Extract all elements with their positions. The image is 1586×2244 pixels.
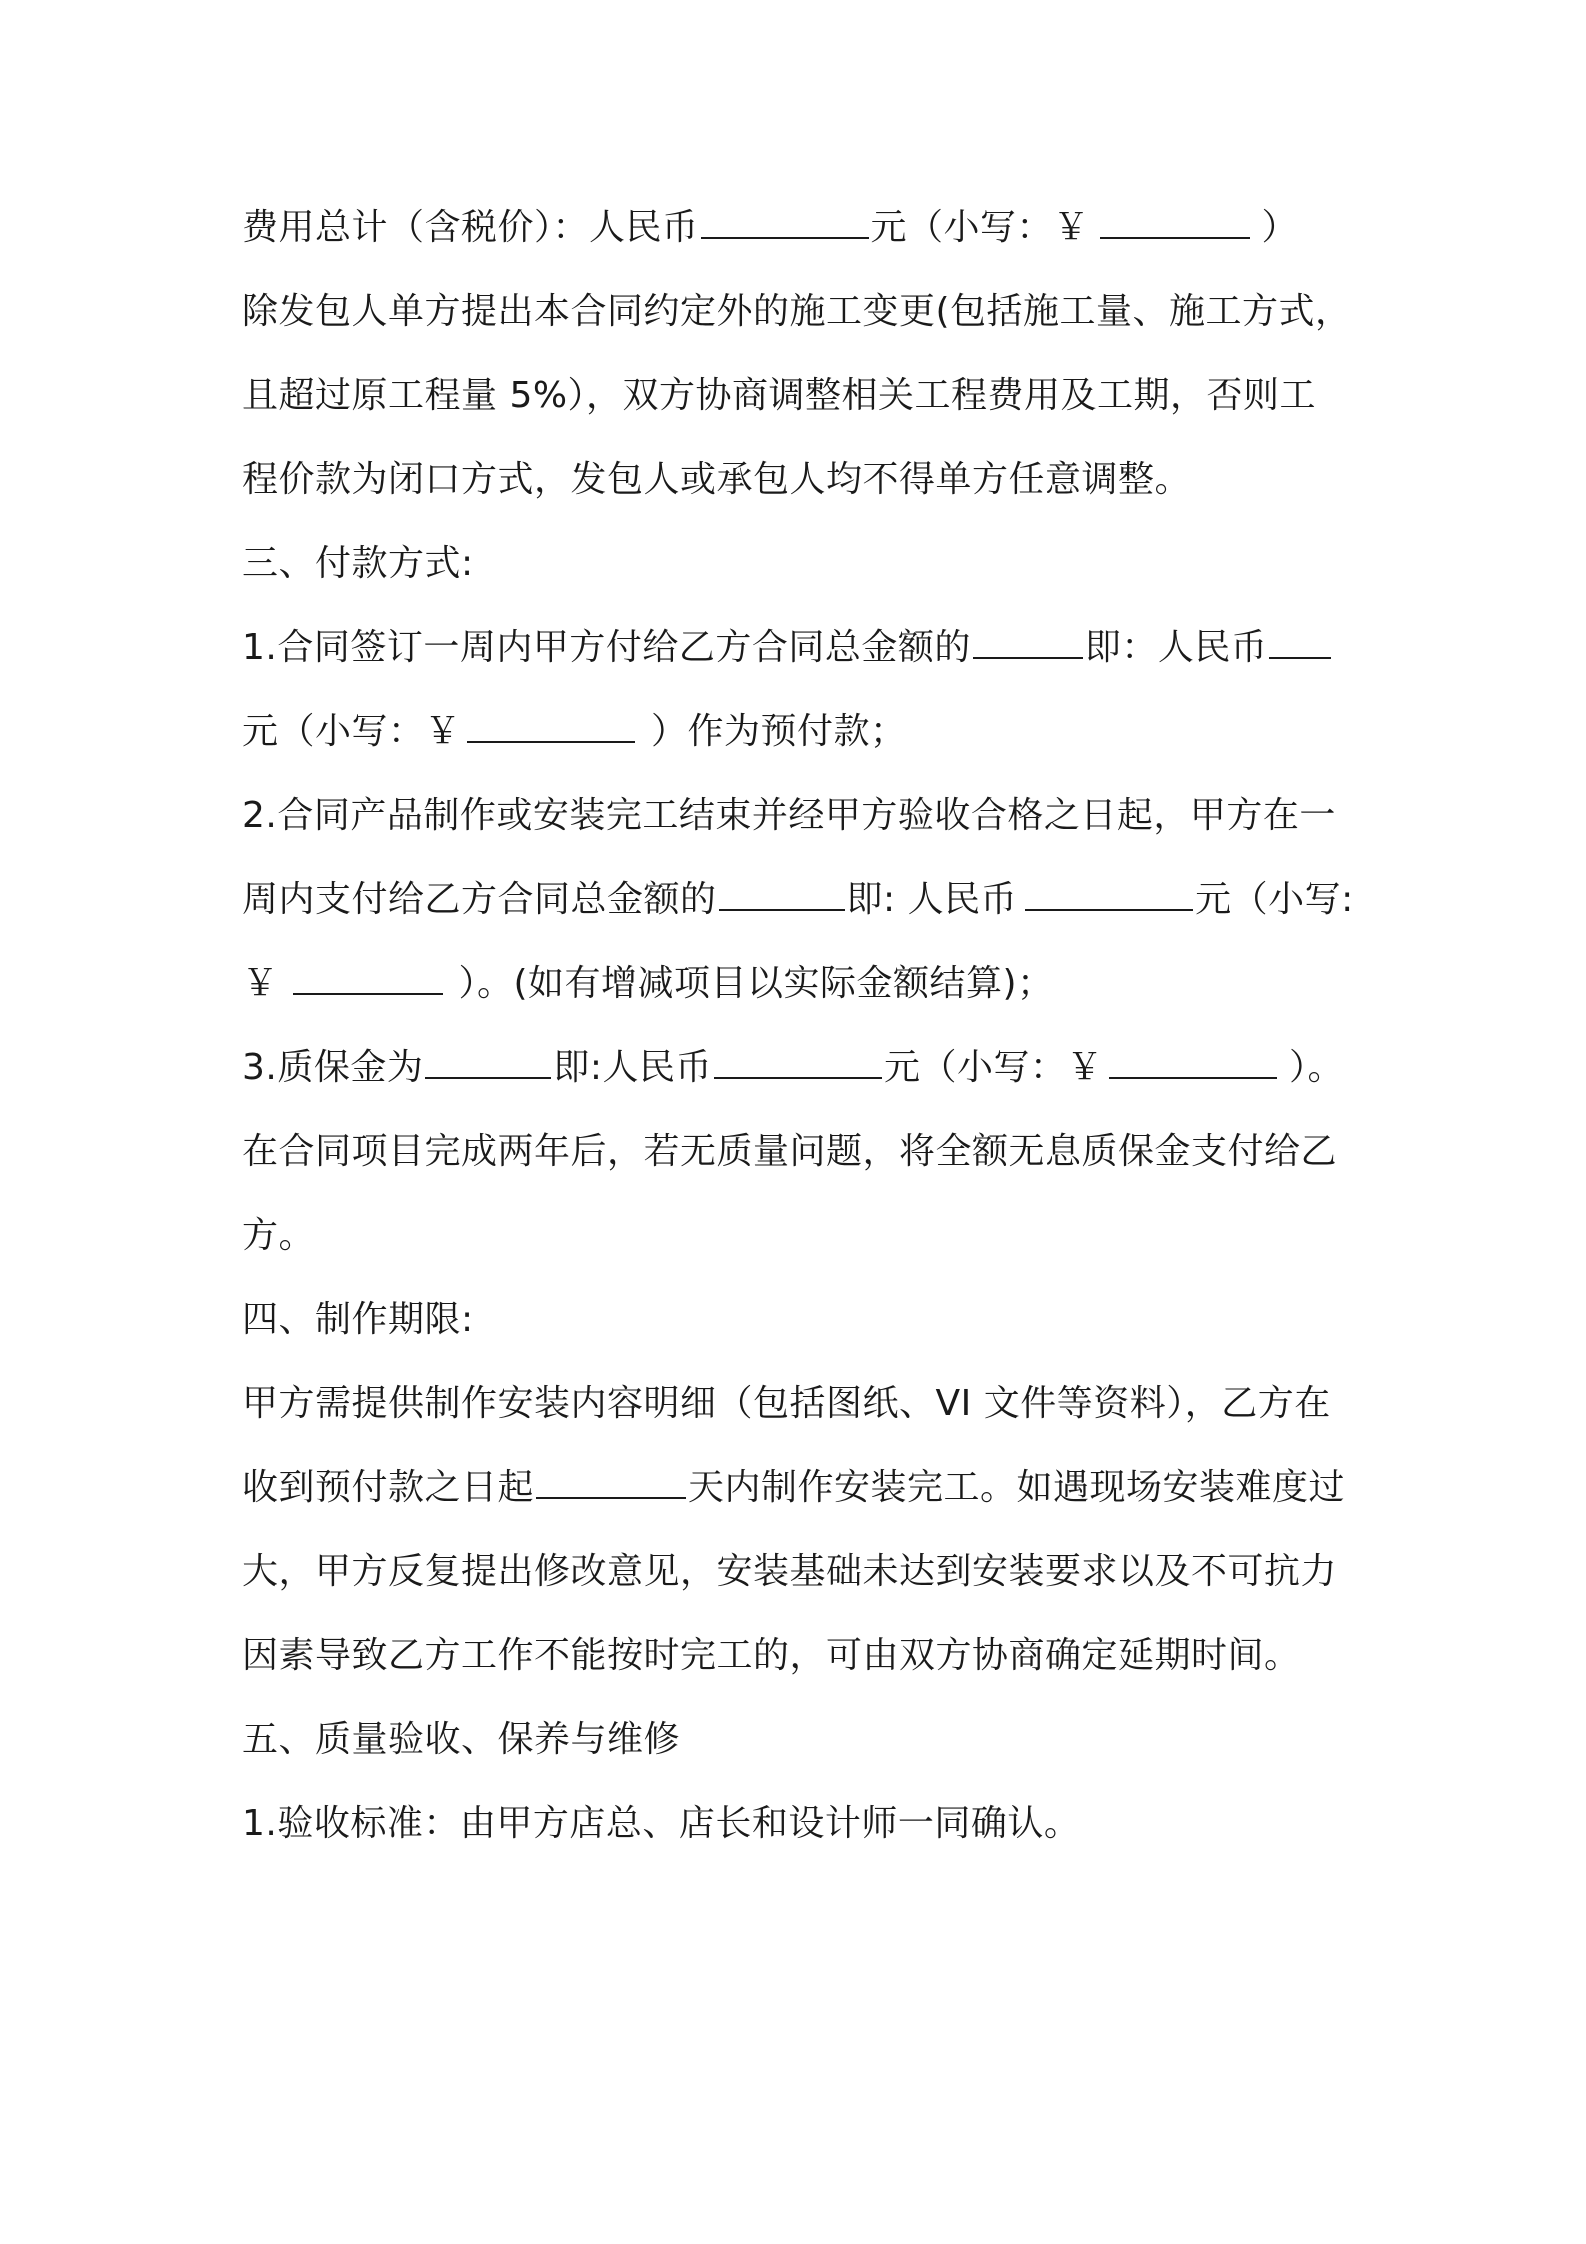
period-line-1: 甲方需提供制作安装内容明细（包括图纸、VI 文件等资料），乙方在	[242, 1383, 1331, 1424]
change-clause-line-1: 除发包人单方提出本合同约定外的施工变更(包括施工量、施工方式，	[242, 291, 1352, 332]
payment-3-lowercase: 元（小写：￥	[884, 1047, 1104, 1088]
rmb-blank[interactable]	[714, 1047, 882, 1079]
closing-paren: ）	[1261, 207, 1299, 248]
payment-2-lowercase: 元（小写:	[1195, 879, 1354, 920]
lowercase-blank[interactable]	[1109, 1047, 1277, 1079]
period-text: 收到预付款之日起	[242, 1467, 535, 1508]
payment-2-text: 周内支付给乙方合同总金额的	[242, 879, 717, 920]
acceptance-line: 1.验收标准：由甲方店总、店长和设计师一同确认。	[242, 1803, 1081, 1844]
total-cost-label: 费用总计（含税价）：人民币	[242, 207, 699, 248]
period-line-2	[242, 1464, 1345, 1512]
section-heading-period: 四、制作期限:	[242, 1299, 474, 1340]
payment-1-text: 1.合同签订一周内甲方付给乙方合同总金额的	[242, 627, 971, 668]
rmb-blank[interactable]	[1025, 879, 1193, 911]
change-clause-line-2: 且超过原工程量 5%），双方协商调整相关工程费用及工期，否则工	[242, 375, 1317, 416]
change-clause-line-3: 程价款为闭口方式，发包人或承包人均不得单方任意调整。	[242, 459, 1192, 500]
amount-lowercase-blank[interactable]	[1100, 207, 1250, 239]
payment-2-line-1: 2.合同产品制作或安装完工结束并经甲方验收合格之日起，甲方在一	[242, 795, 1336, 836]
lowercase-blank[interactable]	[467, 711, 635, 743]
period-line-4: 因素导致乙方工作不能按时完工的，可由双方协商确定延期时间。	[242, 1635, 1301, 1676]
period-line-3: 大，甲方反复提出修改意见，安装基础未达到安装要求以及不可抗力	[242, 1551, 1338, 1592]
days-blank[interactable]	[536, 1467, 686, 1499]
payment-1-line-1	[242, 624, 1333, 672]
payment-1-end: ）作为预付款；	[651, 711, 907, 752]
payment-2-line-2	[242, 876, 1354, 924]
payment-2-rmb: 即: 人民币	[846, 879, 1018, 920]
percent-blank[interactable]	[719, 879, 845, 911]
total-cost-line	[242, 204, 1298, 252]
section-heading-payment: 三、付款方式:	[242, 543, 474, 584]
amount-blank[interactable]	[701, 207, 869, 239]
percent-blank[interactable]	[973, 627, 1083, 659]
yen-sign: ￥	[242, 963, 279, 1004]
payment-3-end: ）。	[1289, 1047, 1345, 1088]
rmb-blank[interactable]	[1269, 627, 1331, 659]
payment-2-end: ）。(如有增减项目以实际金额结算)；	[458, 963, 1054, 1004]
payment-1-line-2	[242, 708, 907, 756]
payment-3-text: 3.质保金为	[242, 1047, 424, 1088]
period-text-2: 天内制作安装完工。如遇现场安装难度过	[688, 1467, 1346, 1508]
payment-3-line-1	[242, 1044, 1344, 1092]
lowercase-label: 元（小写：￥	[870, 207, 1090, 248]
deposit-blank[interactable]	[425, 1047, 551, 1079]
payment-1-lowercase: 元（小写：￥	[242, 711, 462, 752]
payment-1-rmb: 即：人民币	[1084, 627, 1268, 668]
section-heading-quality: 五、质量验收、保养与维修	[242, 1719, 681, 1760]
payment-3-line-3: 方。	[242, 1215, 316, 1256]
payment-3-line-2: 在合同项目完成两年后，若无质量问题，将全额无息质保金支付给乙	[242, 1131, 1338, 1172]
payment-3-rmb: 即:人民币	[553, 1047, 712, 1088]
payment-2-line-3	[242, 960, 1054, 1008]
lowercase-blank[interactable]	[293, 963, 443, 995]
